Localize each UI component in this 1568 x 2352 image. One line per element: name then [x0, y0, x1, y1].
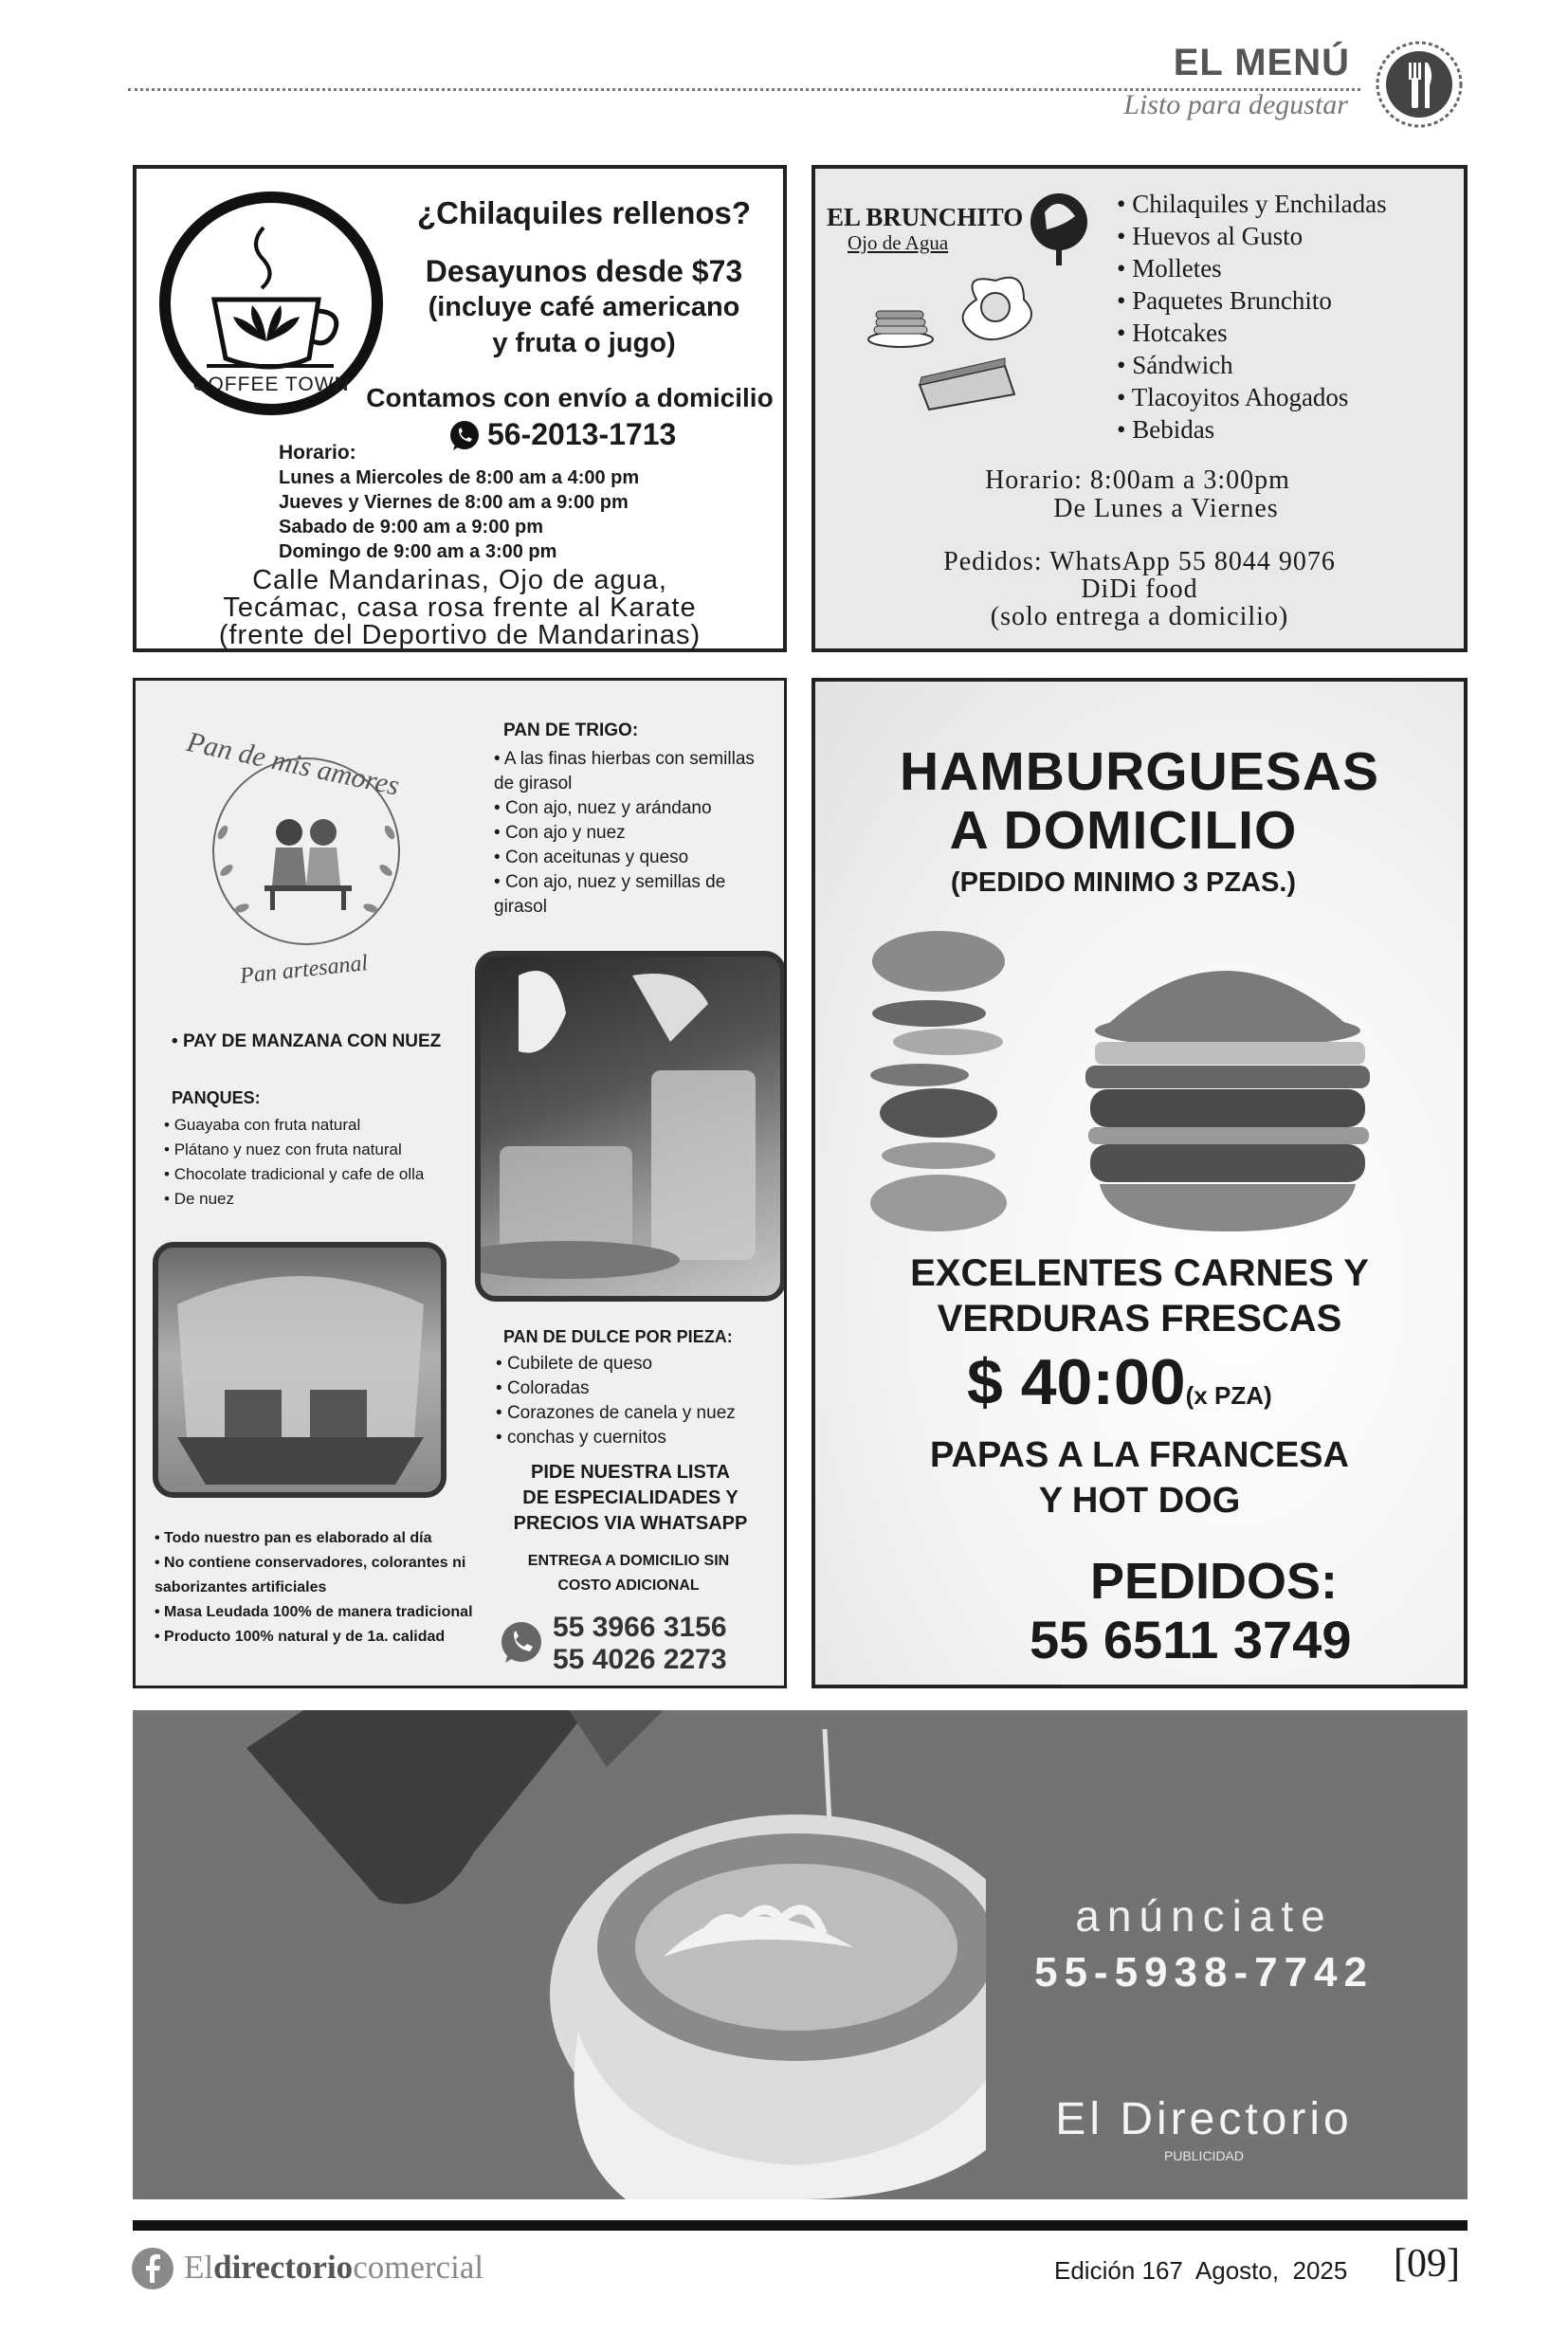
coffee-town-phone: 56-2013-1713 [487, 417, 677, 451]
coffee-town-ad [133, 165, 787, 652]
extras-line: PAPAS A LA FRANCESA [930, 1435, 1349, 1475]
list-item: • Todo nuestro pan es elaborado al día [155, 1526, 486, 1551]
list-item: • Huevos al Gusto [1117, 220, 1387, 252]
list-item: • Chocolate tradicional y cafe de olla [164, 1162, 424, 1187]
coffee-town-hours-label: Horario: [279, 442, 356, 464]
extras-line: Y HOT DOG [1038, 1481, 1241, 1521]
brunchito-logo-emblem [1026, 184, 1092, 269]
facebook-icon[interactable] [131, 2247, 174, 2290]
coffee-town-delivery: Contamos con envío a domicilio [366, 383, 774, 412]
hours-line: De Lunes a Viernes [1053, 494, 1279, 523]
list-item: • Chilaquiles y Enchiladas [1117, 188, 1387, 220]
list-item: • Cubilete de queso [496, 1352, 736, 1377]
address-line: Tecámac, casa rosa frente al Karate [223, 593, 697, 623]
list-item: • No contiene conservadores, colorantes ni saborizantes artificiales [155, 1551, 486, 1600]
hours-line: Lunes a Miercoles de 8:00 am a 4:00 pm [279, 467, 640, 488]
burger-extras [815, 1432, 1464, 1523]
hamburger-ad [811, 678, 1468, 1688]
pan-logo-subtitle: Pan artesanal [238, 951, 370, 990]
brunchito-name: EL BRUNCHITO [827, 203, 1024, 231]
pan-phones [553, 1612, 727, 1676]
list-item: • A las finas hierbas con semillas de girasol [494, 747, 769, 796]
section-title: EL MENÚ [1173, 42, 1350, 83]
coffee-town-question: ¿Chilaquiles rellenos? [416, 195, 752, 230]
quality-line: EXCELENTES CARNES Y [910, 1252, 1369, 1294]
brunchito-hours [872, 466, 1403, 523]
list-item: • Masa Leudada 100% de manera tradicional [155, 1600, 486, 1625]
pan-pay [172, 1031, 441, 1052]
pan-de-mis-amores-ad [133, 678, 787, 1688]
address-line: (frente del Deportivo de Mandarinas) [218, 620, 702, 650]
el-directorio-brand: El Directorio [1055, 2094, 1353, 2144]
burger-illustration [863, 919, 1431, 1241]
breakfast-illustration [863, 271, 1071, 413]
list-item: • Bebidas [1117, 413, 1387, 446]
quality-line: VERDURAS FRESCAS [937, 1298, 1342, 1340]
list-item: • Paquetes Brunchito [1117, 284, 1387, 317]
coffee-town-hours [279, 465, 639, 564]
orders-line: DiDi food [1081, 574, 1198, 604]
pan-list-cta [479, 1460, 782, 1537]
list-item: • Con ajo y nuez [494, 821, 769, 846]
delivery-line: COSTO ADICIONAL [557, 1577, 700, 1594]
footer-rule [133, 2220, 1468, 2231]
coffee-town-breakfast-line2: (incluye café americano [428, 292, 740, 322]
pan-dulce-title: PAN DE DULCE POR PIEZA: [503, 1327, 733, 1346]
social-middle: directorio [213, 2249, 354, 2286]
pan-trigo-title: PAN DE TRIGO: [503, 720, 639, 740]
list-item: • Con aceitunas y queso [494, 846, 769, 870]
cta-line: PIDE NUESTRA LISTA [530, 1462, 730, 1483]
pan-phone-2: 55 4026 2273 [553, 1644, 727, 1675]
coffee-town-logo [157, 190, 385, 417]
bread-basket-photo [153, 1242, 447, 1498]
burger-title-2: A DOMICILIO [949, 800, 1298, 861]
burger-price [967, 1345, 1272, 1419]
pan-logo [173, 709, 448, 994]
page-number: [09] [1394, 2242, 1460, 2286]
burger-orders-label: PEDIDOS: [1090, 1553, 1339, 1610]
hours-line: Jueves y Viernes de 8:00 am a 9:00 pm [279, 492, 629, 513]
delivery-line: ENTREGA A DOMICILIO SIN [527, 1553, 730, 1569]
pan-notes-list [155, 1526, 486, 1650]
brunchito-menu-list [1117, 188, 1387, 446]
latte-illustration [133, 1710, 986, 2199]
whatsapp-icon [447, 419, 482, 453]
price-value: $ 40:00 [967, 1346, 1186, 1418]
list-item: • Guayaba con fruta natural [164, 1113, 424, 1138]
edition-info: Edición 167 Agosto, 2025 [1054, 2256, 1348, 2285]
whatsapp-icon [498, 1619, 545, 1667]
list-item: • Molletes [1117, 252, 1387, 284]
el-directorio-brand-sub: PUBLICIDAD [1163, 2148, 1245, 2163]
burger-min-order: (PEDIDO MINIMO 3 PZAS.) [950, 867, 1297, 898]
hours-line: Sabado de 9:00 am a 9:00 pm [279, 517, 544, 538]
hours-line: Domingo de 9:00 am a 3:00 pm [279, 541, 557, 562]
fork-knife-icon [1375, 40, 1464, 129]
coffee-town-logo-text: COFFEE TOWN [192, 374, 350, 395]
advertise-cta: anúnciate [1075, 1891, 1333, 1941]
pan-phone-1: 55 3966 3156 [553, 1612, 727, 1643]
coffee-town-breakfast-line1: Desayunos desde $73 [425, 254, 743, 288]
list-item: • Sándwich [1117, 349, 1387, 381]
list-item: • Con ajo, nuez y semillas de girasol [494, 870, 769, 920]
list-item: • Tlacoyitos Ahogados [1117, 381, 1387, 413]
list-item: • Corazones de canela y nuez [496, 1401, 736, 1426]
list-item: • conchas y cuernitos [496, 1426, 736, 1450]
social-suffix: comercial [353, 2249, 484, 2286]
list-item: • Producto 100% natural y de 1a. calidad [155, 1625, 486, 1650]
address-line: Calle Mandarinas, Ojo de agua, [252, 565, 667, 595]
pan-delivery [496, 1549, 761, 1598]
brunchito-ad [811, 165, 1468, 652]
bread-products-photo [475, 951, 786, 1302]
burger-orders-phone: 55 6511 3749 [1030, 1610, 1352, 1669]
coffee-town-address [137, 567, 783, 649]
coffee-town-breakfast-line3: y fruta o jugo) [492, 328, 676, 358]
pan-logo-title: Pan de mis amores [184, 726, 403, 802]
burger-quality [815, 1250, 1464, 1341]
list-item: • Con ajo, nuez y arándano [494, 796, 769, 821]
list-item: • De nuez [164, 1187, 424, 1212]
brunchito-location: Ojo de Agua [848, 231, 949, 254]
orders-line: Pedidos: WhatsApp 55 8044 9076 [943, 547, 1336, 576]
social-prefix: El [184, 2249, 214, 2286]
cta-line: PRECIOS VIA WHATSAPP [513, 1513, 748, 1534]
facebook-page-link[interactable] [184, 2249, 483, 2287]
list-item: • Plátano y nuez con fruta natural [164, 1138, 424, 1162]
pan-panques-list [164, 1113, 424, 1212]
pan-dulce-list [496, 1352, 736, 1450]
hours-line: Horario: 8:00am a 3:00pm [985, 465, 1290, 495]
price-unit: (x PZA) [1185, 1381, 1272, 1410]
pan-panques-title: PANQUES: [172, 1088, 261, 1107]
advertise-phone: 55-5938-7742 [1033, 1949, 1374, 1996]
section-subtitle: Listo para degustar [1123, 89, 1348, 120]
list-item: • Coloradas [496, 1377, 736, 1401]
burger-title-1: HAMBURGUESAS [899, 741, 1380, 802]
pay-label: • PAY DE MANZANA CON NUEZ [172, 1031, 441, 1051]
list-item: • Hotcakes [1117, 317, 1387, 349]
pan-trigo-list [494, 747, 769, 920]
orders-line: (solo entrega a domicilio) [990, 602, 1289, 631]
brunchito-orders [815, 548, 1464, 630]
advertise-banner [133, 1710, 1468, 2199]
cta-line: DE ESPECIALIDADES Y [522, 1487, 738, 1508]
